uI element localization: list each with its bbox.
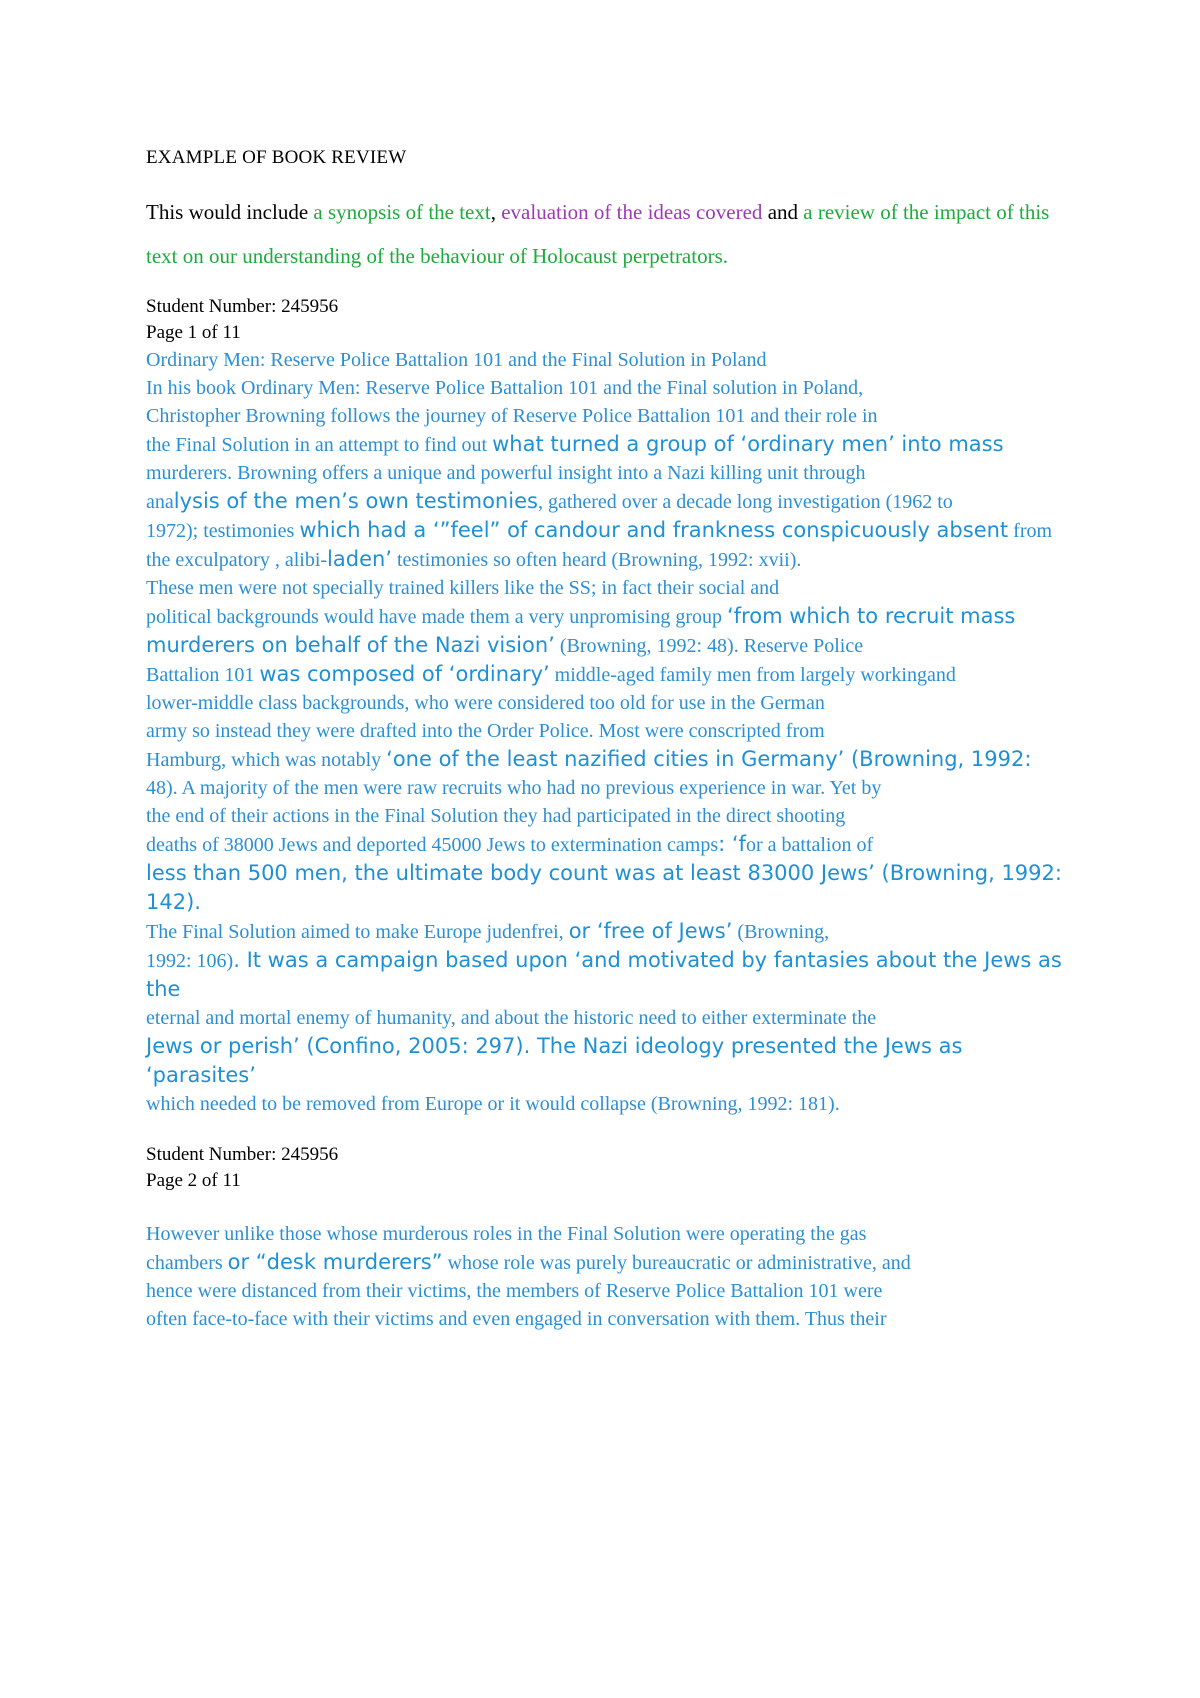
line-text: political backgrounds would have made them a very unpromising group (146, 606, 727, 628)
intro-comma: , (490, 200, 502, 224)
text-line (146, 1220, 1076, 1248)
quoted-emphasis: lysis of the men’s own testimonies (173, 489, 538, 513)
quoted-emphasis: less than 500 men, the ultimate body count was at least 83000 Jews’ (Browning, 1992: 142). (146, 861, 1062, 914)
student-number: Student Number: 245956 (146, 296, 339, 317)
text-line (146, 1248, 1076, 1277)
quoted-emphasis: or ‘free of Jews’ (568, 919, 733, 943)
text-line (146, 774, 1076, 802)
page-number: Page 2 of 11 (146, 1170, 241, 1191)
document-page (146, 146, 1076, 1333)
text-line (146, 859, 1076, 917)
quoted-emphasis: ‘from which to recruit mass murderers on behalf of the Nazi vision’ (146, 604, 1016, 657)
line-text: lower-middle class backgrounds, who were considered too old for use in the German (146, 692, 825, 714)
text-line (146, 1090, 1076, 1118)
line-text: (Browning, (732, 921, 830, 943)
quoted-emphasis: which had a ‘”feel” of candour and frankness conspicuously absent (299, 518, 1009, 542)
text-line (146, 917, 1076, 946)
line-text: In his book Ordinary Men: Reserve Police Battalion 101 and the Final solution in Poland, (146, 377, 864, 399)
line-text: , gathered over a decade long investigation (1962 to (537, 491, 953, 513)
page-2-header (146, 1142, 1076, 1194)
line-text: deaths of 38000 Jews and deported 45000 Jews to extermination camps (146, 834, 719, 856)
line-text: Battalion 101 (146, 664, 260, 686)
review-body-page-1 (146, 346, 1076, 1118)
text-line (146, 545, 1076, 574)
student-number: Student Number: 245956 (146, 1144, 339, 1165)
text-line (146, 660, 1076, 689)
quoted-emphasis: what turned a group of ‘ordinary men’ into mass (492, 432, 1004, 456)
line-text: 48). A majority of the men were raw recruits who had no previous experience in war. Yet by (146, 777, 882, 799)
text-line (146, 574, 1076, 602)
intro-text: This would include (146, 200, 314, 224)
quoted-emphasis: Jews or perish’ (Confino, 2005: 297). The Nazi ideology presented the Jews as ‘parasites’ (146, 1034, 963, 1087)
text-line (146, 602, 1076, 660)
quoted-emphasis: ‘one of the least nazified cities in Germany’ (Browning, 1992: (386, 747, 1032, 771)
line-text: Hamburg, which was notably (146, 749, 387, 771)
line-text: from (1008, 520, 1053, 542)
line-text: testimonies so often heard (Browning, 1992: xvii). (392, 549, 802, 571)
quoted-emphasis: was composed of ‘ordinary’ (259, 662, 550, 686)
text-line (146, 1004, 1076, 1032)
line-text: 1972); testimonies (146, 520, 300, 542)
line-text: middle-aged family men from largely workingand (549, 664, 956, 686)
text-line (146, 402, 1076, 430)
line-text: eternal and mortal enemy of humanity, and about the historic need to either exterminate the (146, 1007, 877, 1029)
text-line (146, 802, 1076, 830)
line-text: These men were not specially trained killers like the SS; in fact their social and (146, 577, 780, 599)
text-line (146, 516, 1076, 545)
line-text: which needed to be removed from Europe or it would collapse (Browning, 1992: 181). (146, 1093, 840, 1115)
text-line (146, 745, 1076, 774)
text-line (146, 946, 1076, 1004)
line-text: the end of their actions in the Final Solution they had participated in the direct shooting (146, 805, 846, 827)
line-text: chambers (146, 1252, 228, 1274)
page-number: Page 1 of 11 (146, 322, 241, 343)
line-text: However unlike those whose murderous roles in the Final Solution were operating the gas (146, 1223, 867, 1245)
quoted-emphasis: or “desk murderers” (227, 1250, 443, 1274)
line-text: Christopher Browning follows the journey of Reserve Police Battalion 101 and their role in (146, 405, 878, 427)
intro-synopsis: a synopsis of the text (313, 200, 491, 224)
intro-review: a review of the impact of this text on our understanding of the behaviour of Holocaust perpetrators. (146, 200, 1050, 268)
document-heading: EXAMPLE OF BOOK REVIEW (146, 147, 407, 168)
line-text: (Browning, 1992: 48). Reserve Police (554, 635, 864, 657)
review-body-page-2 (146, 1220, 1076, 1333)
line-text: 1992: 106) (146, 950, 234, 972)
text-line (146, 487, 1076, 516)
line-text: or a battalion of (745, 834, 874, 856)
text-line (146, 459, 1076, 487)
quoted-emphasis: : ‘f (718, 832, 746, 856)
intro-evaluation: evaluation of the ideas covered (501, 200, 763, 224)
text-line (146, 346, 1076, 374)
text-line (146, 1277, 1076, 1305)
line-text: murderers. Browning offers a unique and powerful insight into a Nazi killing unit through (146, 462, 866, 484)
line-text: the exculpatory , alibi- (146, 549, 328, 571)
line-text: often face-to-face with their victims and even engaged in conversation with them. Thus their (146, 1308, 887, 1330)
line-text: ana (146, 491, 174, 513)
text-line (146, 717, 1076, 745)
line-text: hence were distanced from their victims, the members of Reserve Police Battalion 101 were (146, 1280, 883, 1302)
text-line (146, 1305, 1076, 1333)
line-text: whose role was purely bureaucratic or administrative, and (442, 1252, 911, 1274)
page-1-header (146, 294, 1076, 346)
text-line (146, 374, 1076, 402)
text-line (146, 1032, 1076, 1090)
text-line (146, 830, 1076, 859)
intro-paragraph (146, 190, 1076, 278)
text-line (146, 689, 1076, 717)
line-text: army so instead they were drafted into the Order Police. Most were conscripted from (146, 720, 825, 742)
text-line (146, 430, 1076, 459)
line-text: the Final Solution in an attempt to find out (146, 434, 493, 456)
line-text: The Final Solution aimed to make Europe judenfrei, (146, 921, 569, 943)
quoted-emphasis: laden’ (327, 547, 392, 571)
quoted-emphasis: . It was a campaign based upon ‘and motivated by fantasies about the Jews as the (146, 948, 1062, 1001)
intro-and: and (762, 200, 804, 224)
line-text: Ordinary Men: Reserve Police Battalion 101 and the Final Solution in Poland (146, 349, 767, 371)
